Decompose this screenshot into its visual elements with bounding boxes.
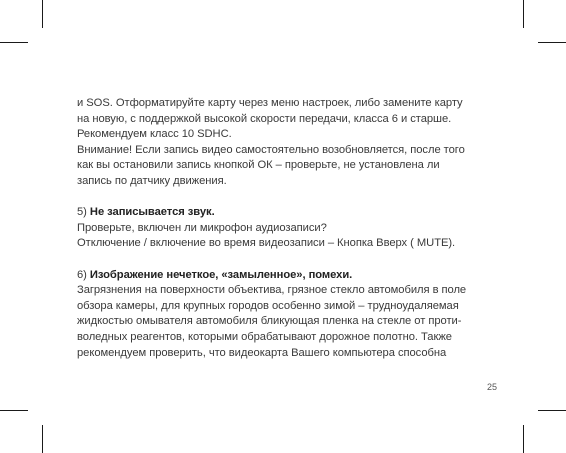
text-line: запись по датчику движения. — [77, 174, 227, 187]
section-5-title: Не записывается звук. — [89, 206, 215, 219]
section-6-number: 6) — [77, 268, 87, 281]
paragraph-spacer — [77, 252, 507, 268]
crop-mark-top-left-horizontal — [0, 42, 28, 43]
text-line: и SOS. Отформатируйте карту через меню настроек, либо замените карту — [77, 97, 463, 109]
paragraph-spacer — [77, 190, 507, 206]
section-6-title: Изображение нечеткое, «замыленное», помехи. — [89, 268, 353, 281]
text-line: жидкостью омывателя автомобиля бликующая пленка на стекле от проти- — [77, 315, 462, 328]
text-line: рекомендуем проверить, что видеокарта Вашего компьютера способна — [77, 346, 447, 359]
crop-mark-top-right-vertical — [523, 0, 524, 28]
text-line: Отключение / включение во время видеозаписи – Кнопка Вверх ( MUTE). — [77, 237, 456, 250]
crop-mark-bottom-right-vertical — [523, 425, 524, 453]
section-5-number: 5) — [77, 206, 87, 219]
crop-mark-bottom-left-horizontal — [0, 410, 28, 411]
text-line: Загрязнения на поверхности объектива, грязное стекло автомобиля в поле — [77, 284, 467, 297]
crop-mark-bottom-left-vertical — [42, 425, 43, 453]
crop-mark-bottom-right-horizontal — [538, 410, 566, 411]
text-line: Рекомендуем класс 10 SDHC. — [77, 128, 232, 141]
text-line: как вы остановили запись кнопкой ОК – проверьте, не установлена ли — [77, 159, 440, 172]
text-line: Проверьте, включен ли микрофон аудиозаписи? — [77, 221, 327, 234]
page-body — [77, 96, 507, 361]
text-line: на новую, с поддержкой высокой скорости передачи, класса 6 и старше. — [77, 112, 452, 125]
crop-mark-top-left-vertical — [42, 0, 43, 28]
text-line: Внимание! Если запись видео самостоятельно возобновляется, после того — [77, 143, 465, 156]
text-line: воледных реагентов, которыми обрабатывают дорожное полотно. Также — [77, 330, 452, 343]
crop-mark-top-right-horizontal — [538, 42, 566, 43]
text-line: обзора камеры, для крупных городов особенно зимой – трудноудаляемая — [77, 299, 459, 312]
page-number: 25 — [487, 382, 498, 392]
section-6-heading — [77, 268, 507, 284]
section-5-heading — [77, 205, 507, 221]
